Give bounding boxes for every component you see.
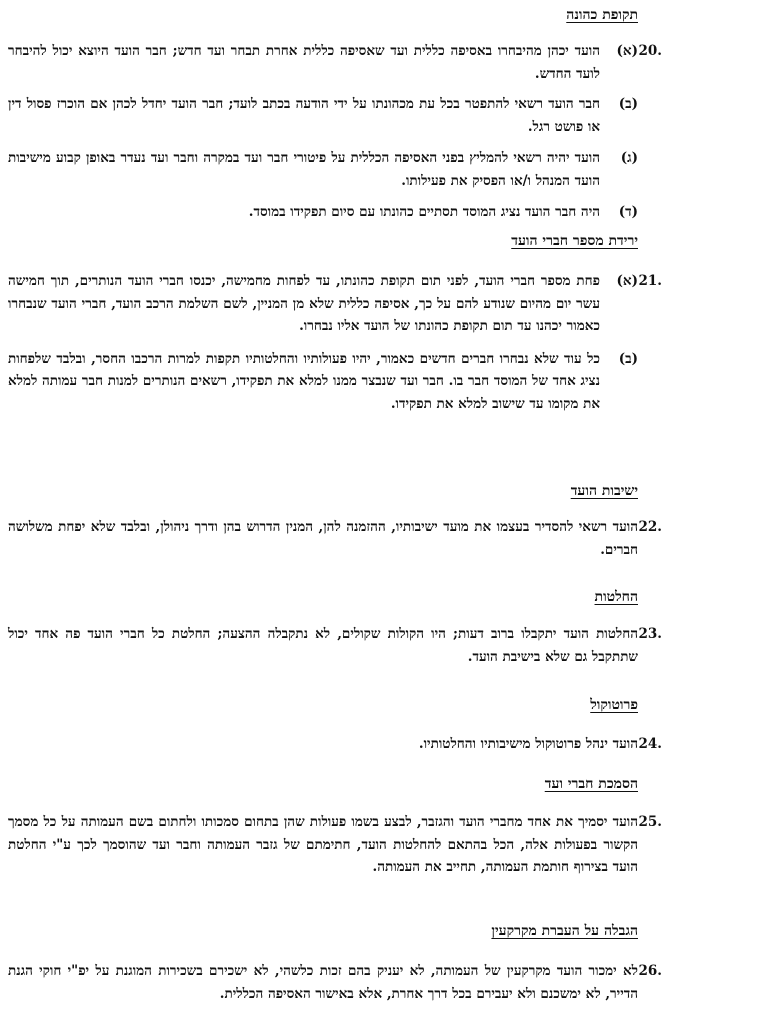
section-heading-real-estate: הגבלה על העברת מקרקעין: [491, 923, 638, 939]
subclause-text: הועד יהיה רשאי להמליץ בפני האסיפה הכללית על פיטורי חבר ועד במקרה וחבר ועד נעדר באופן קבוע מישיבות הועד המנהל ו/או הפסיק את פעילותו.: [8, 150, 600, 189]
clause-number: 23.: [638, 626, 662, 642]
section-heading-board-reduction: ירידת מספר חברי הועד: [511, 233, 638, 249]
subclause-text: הועד יכהן מהיבחרו באסיפה כללית ועד שאסיפה כללית אחרת תבחר ועד חדש; חבר הועד היוצא יכול להיבחר לועד החדש.: [8, 43, 600, 82]
subclause-c: [8, 147, 638, 192]
clause-21: [8, 270, 662, 415]
subclause-label: (ב): [618, 96, 638, 112]
clause-number: 20.: [638, 43, 662, 59]
section-heading-meetings: ישיבות הועד: [570, 483, 638, 499]
clause-text: לא ימכור הועד מקרקעין של העמותה, לא יעניק בהם זכות כלשהי, לא ישכירם בשכירות המוגנת על יפ"י חוקי הגנת הדייר, לא ימשכנם ולא יעבירם בכל דרך אחרת, אלא באישור האסיפה הכללית.: [8, 963, 638, 1002]
clause-number: 24.: [638, 736, 662, 752]
subclause-label: (א): [616, 273, 638, 289]
subclause-text: היה חבר הועד נציג המוסד תסתיים כהונתו עם סיום תפקידו במוסד.: [248, 204, 600, 220]
subclause-b: [8, 93, 638, 138]
subclause-label: (ד): [618, 204, 638, 220]
subclause-label: (ב): [618, 350, 638, 367]
subclause-a: [8, 40, 638, 85]
clause-25: [8, 811, 662, 879]
clause-22: [8, 516, 662, 561]
subclause-label: (ג): [620, 150, 638, 166]
subclause-d: [8, 201, 638, 224]
clause-text: הועד רשאי להסדיר בעצמו את מועד ישיבותיו, ההזמנה להן, המנין הדרוש בהן ודרך ניהולן, ובלבד שלא יפחת משלושה חברים.: [8, 519, 638, 558]
section-heading-authorization: הסמכת חברי ועד: [544, 776, 638, 792]
section-heading-decisions: החלטות: [594, 589, 638, 605]
clause-23: [8, 623, 662, 668]
subclause-label: (א): [616, 43, 638, 59]
clause-number: 22.: [638, 519, 662, 535]
subclause-a: [8, 270, 638, 338]
clause-number: 25.: [638, 814, 662, 830]
subclause-text: כל עוד שלא נבחרו חברים חדשים כאמור, יהיו פעולותיו והחלטותיו תקפות למרות הרכבו החסר, ובלבד שלפחות נציג אחד של המוסד חבר בו. חבר ועד שנבצר ממנו למלא את תפקידו, רשאים הנותרים למנות חבר עמותה למלא את מקומו עד שישוב למלא את תפקידו.: [8, 350, 600, 412]
clause-text: הועד יסמיך את אחד מחברי הועד והגזבר, לבצע בשמו פעולות שהן בתחום סמכותו ולחתום בשם העמותה על כל מסמך הקשור בפעולות אלה, הכל בהתאם להחלטות הועד, חתימתם של גזבר העמותה וחבר ועד שהוסמך לכך ע"י החלטת הועד בצירוף חותמת העמותה, תחייב את העמותה.: [8, 814, 638, 875]
subclause-b: [8, 348, 638, 416]
clause-26: [8, 960, 662, 1005]
clause-text: הועד ינהל פרוטוקול מישיבותיו והחלטותיו.: [418, 736, 638, 752]
subclause-text: חבר הועד רשאי להתפטר בכל עת מכהונתו על ידי הודעה בכתב לועד; חבר הועד יחדל לכהן אם הוכרז פסול דין או פושט רגל.: [8, 96, 600, 135]
section-heading-term: תקופת כהונה: [566, 7, 638, 23]
clause-number: 26.: [638, 963, 662, 979]
clause-20: [8, 40, 662, 224]
subclause-text: פחת מספר חברי הועד, לפני תום תקופת כהונתו, עד לפחות מחמישה, יכנסו חברי הועד הנותרים, תוך חמישה עשר יום מהיום שנודע להם על כך, אסיפה כללית שלא מן המניין, לשם השלמת הרכב הועד, חברי הועד שנבחרו כאמור יכהנו עד תום תקופת כהונתו של הועד אליו נבחרו.: [8, 273, 600, 334]
section-heading-protocol: פרוטוקול: [590, 697, 638, 713]
clause-24: [8, 733, 662, 756]
clause-number: 21.: [638, 273, 662, 289]
clause-text: החלטות הועד יתקבלו ברוב דעות; היו הקולות שקולים, לא נתקבלה ההצעה; החלטת כל חברי הועד פה אחד יכול שתתקבל גם שלא בישיבת הועד.: [8, 626, 638, 665]
